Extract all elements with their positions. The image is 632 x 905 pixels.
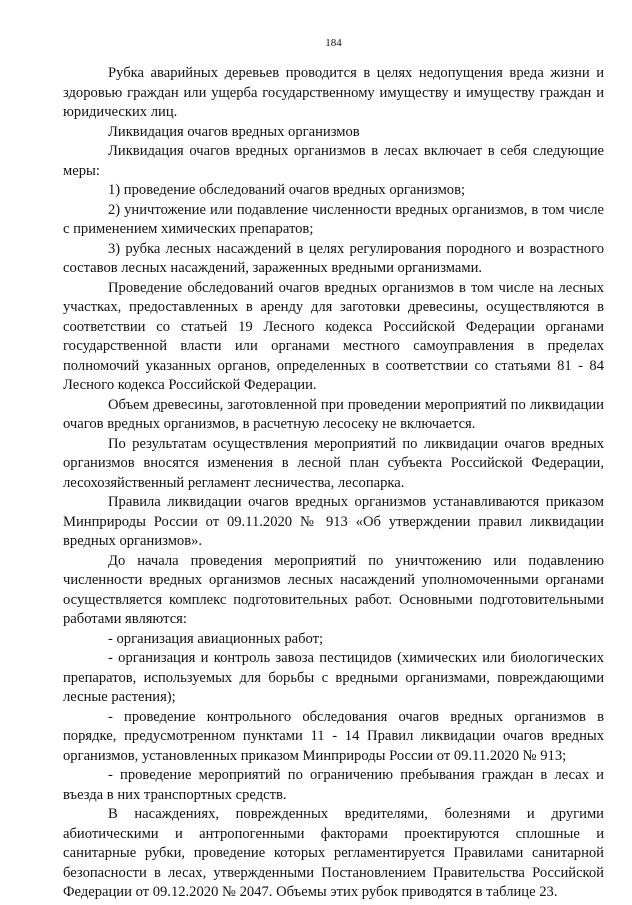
- paragraph-results: По результатам осуществления мероприятий по ликвидации очагов вредных организмов вносятся изменения в лесной план субъекта Российской Федерации, лесохозяйственный регламент лесничества, лесопарка.: [63, 435, 604, 491]
- dash-item-control-survey: - проведение контрольного обследования очагов вредных организмов в порядке, предусмотренном пунктами 11 - 14 Правил ликвидации очагов вредных организмов, установленных приказом Минприроды России от 09.11.2020 № 913;: [63, 708, 604, 764]
- document-body: [63, 64, 604, 903]
- list-item-2: 2) уничтожение или подавление численности вредных организмов, в том числе с применением химических препаратов;: [63, 201, 604, 237]
- paragraph-sanitary-felling: В насаждениях, поврежденных вредителями, болезнями и другими абиотическими и антропогенными факторами проектируются сплошные и санитарные рубки, проведение которых регламентируется Правилами санитарной безопасности в лесах, утвержденными Постановлением Правительства Российской Федерации от 09.12.2020 № 2047. Объемы этих рубок приводятся в таблице 23.: [63, 806, 604, 900]
- paragraph-emergency-trees: Рубка аварийных деревьев проводится в целях недопущения вреда жизни и здоровью граждан или ущерба государственному имуществу и имуществу граждан и юридических лиц.: [63, 65, 604, 120]
- section-heading-pest-elimination: Ликвидация очагов вредных организмов: [108, 123, 360, 140]
- list-item-1: 1) проведение обследований очагов вредных организмов;: [108, 182, 466, 198]
- paragraph-wood-volume: Объем древесины, заготовленной при проведении мероприятий по ликвидации очагов вредных организмов, в расчетную лесосеку не включается.: [63, 396, 604, 432]
- paragraph-preparatory-works: До начала проведения мероприятий по уничтожению или подавлению численности вредных организмов лесных насаждений уполномоченными органами осуществляется комплекс подготовительных работ. Основными подготовительными работами являются:: [63, 552, 604, 627]
- page-number: 184: [325, 37, 342, 49]
- dash-item-access-restriction: - проведение мероприятий по ограничению пребывания граждан в лесах и въезда в них транспортных средств.: [63, 767, 604, 803]
- paragraph-measures-intro: Ликвидация очагов вредных организмов в лесах включает в себя следующие меры:: [63, 143, 604, 179]
- dash-item-pesticides: - организация и контроль завоза пестицидов (химических или биологических препаратов, используемых для борьбы с вредными организмами, повреждающими лесные растения);: [63, 650, 604, 705]
- paragraph-surveys: Проведение обследований очагов вредных организмов в том числе на лесных участках, предоставленных в аренду для заготовки древесины, осуществляются в соответствии со статьей 19 Лесного кодекса Российской Федерации органами государственной власти или органами местного самоуправления в пределах полномочий указанных органов, определенных в соответствии со статьями 81 - 84 Лесного кодекса Российской Федерации.: [63, 279, 604, 393]
- list-item-3: 3) рубка лесных насаждений в целях регулирования породного и возрастного составов лесных насаждений, зараженных вредными организмами.: [63, 240, 604, 276]
- paragraph-rules: Правила ликвидации очагов вредных организмов устанавливаются приказом Минприроды России от 09.11.2020 № 913 «Об утверждении правил ликвидации вредных организмов».: [63, 494, 604, 549]
- dash-item-aviation: - организация авиационных работ;: [108, 630, 324, 647]
